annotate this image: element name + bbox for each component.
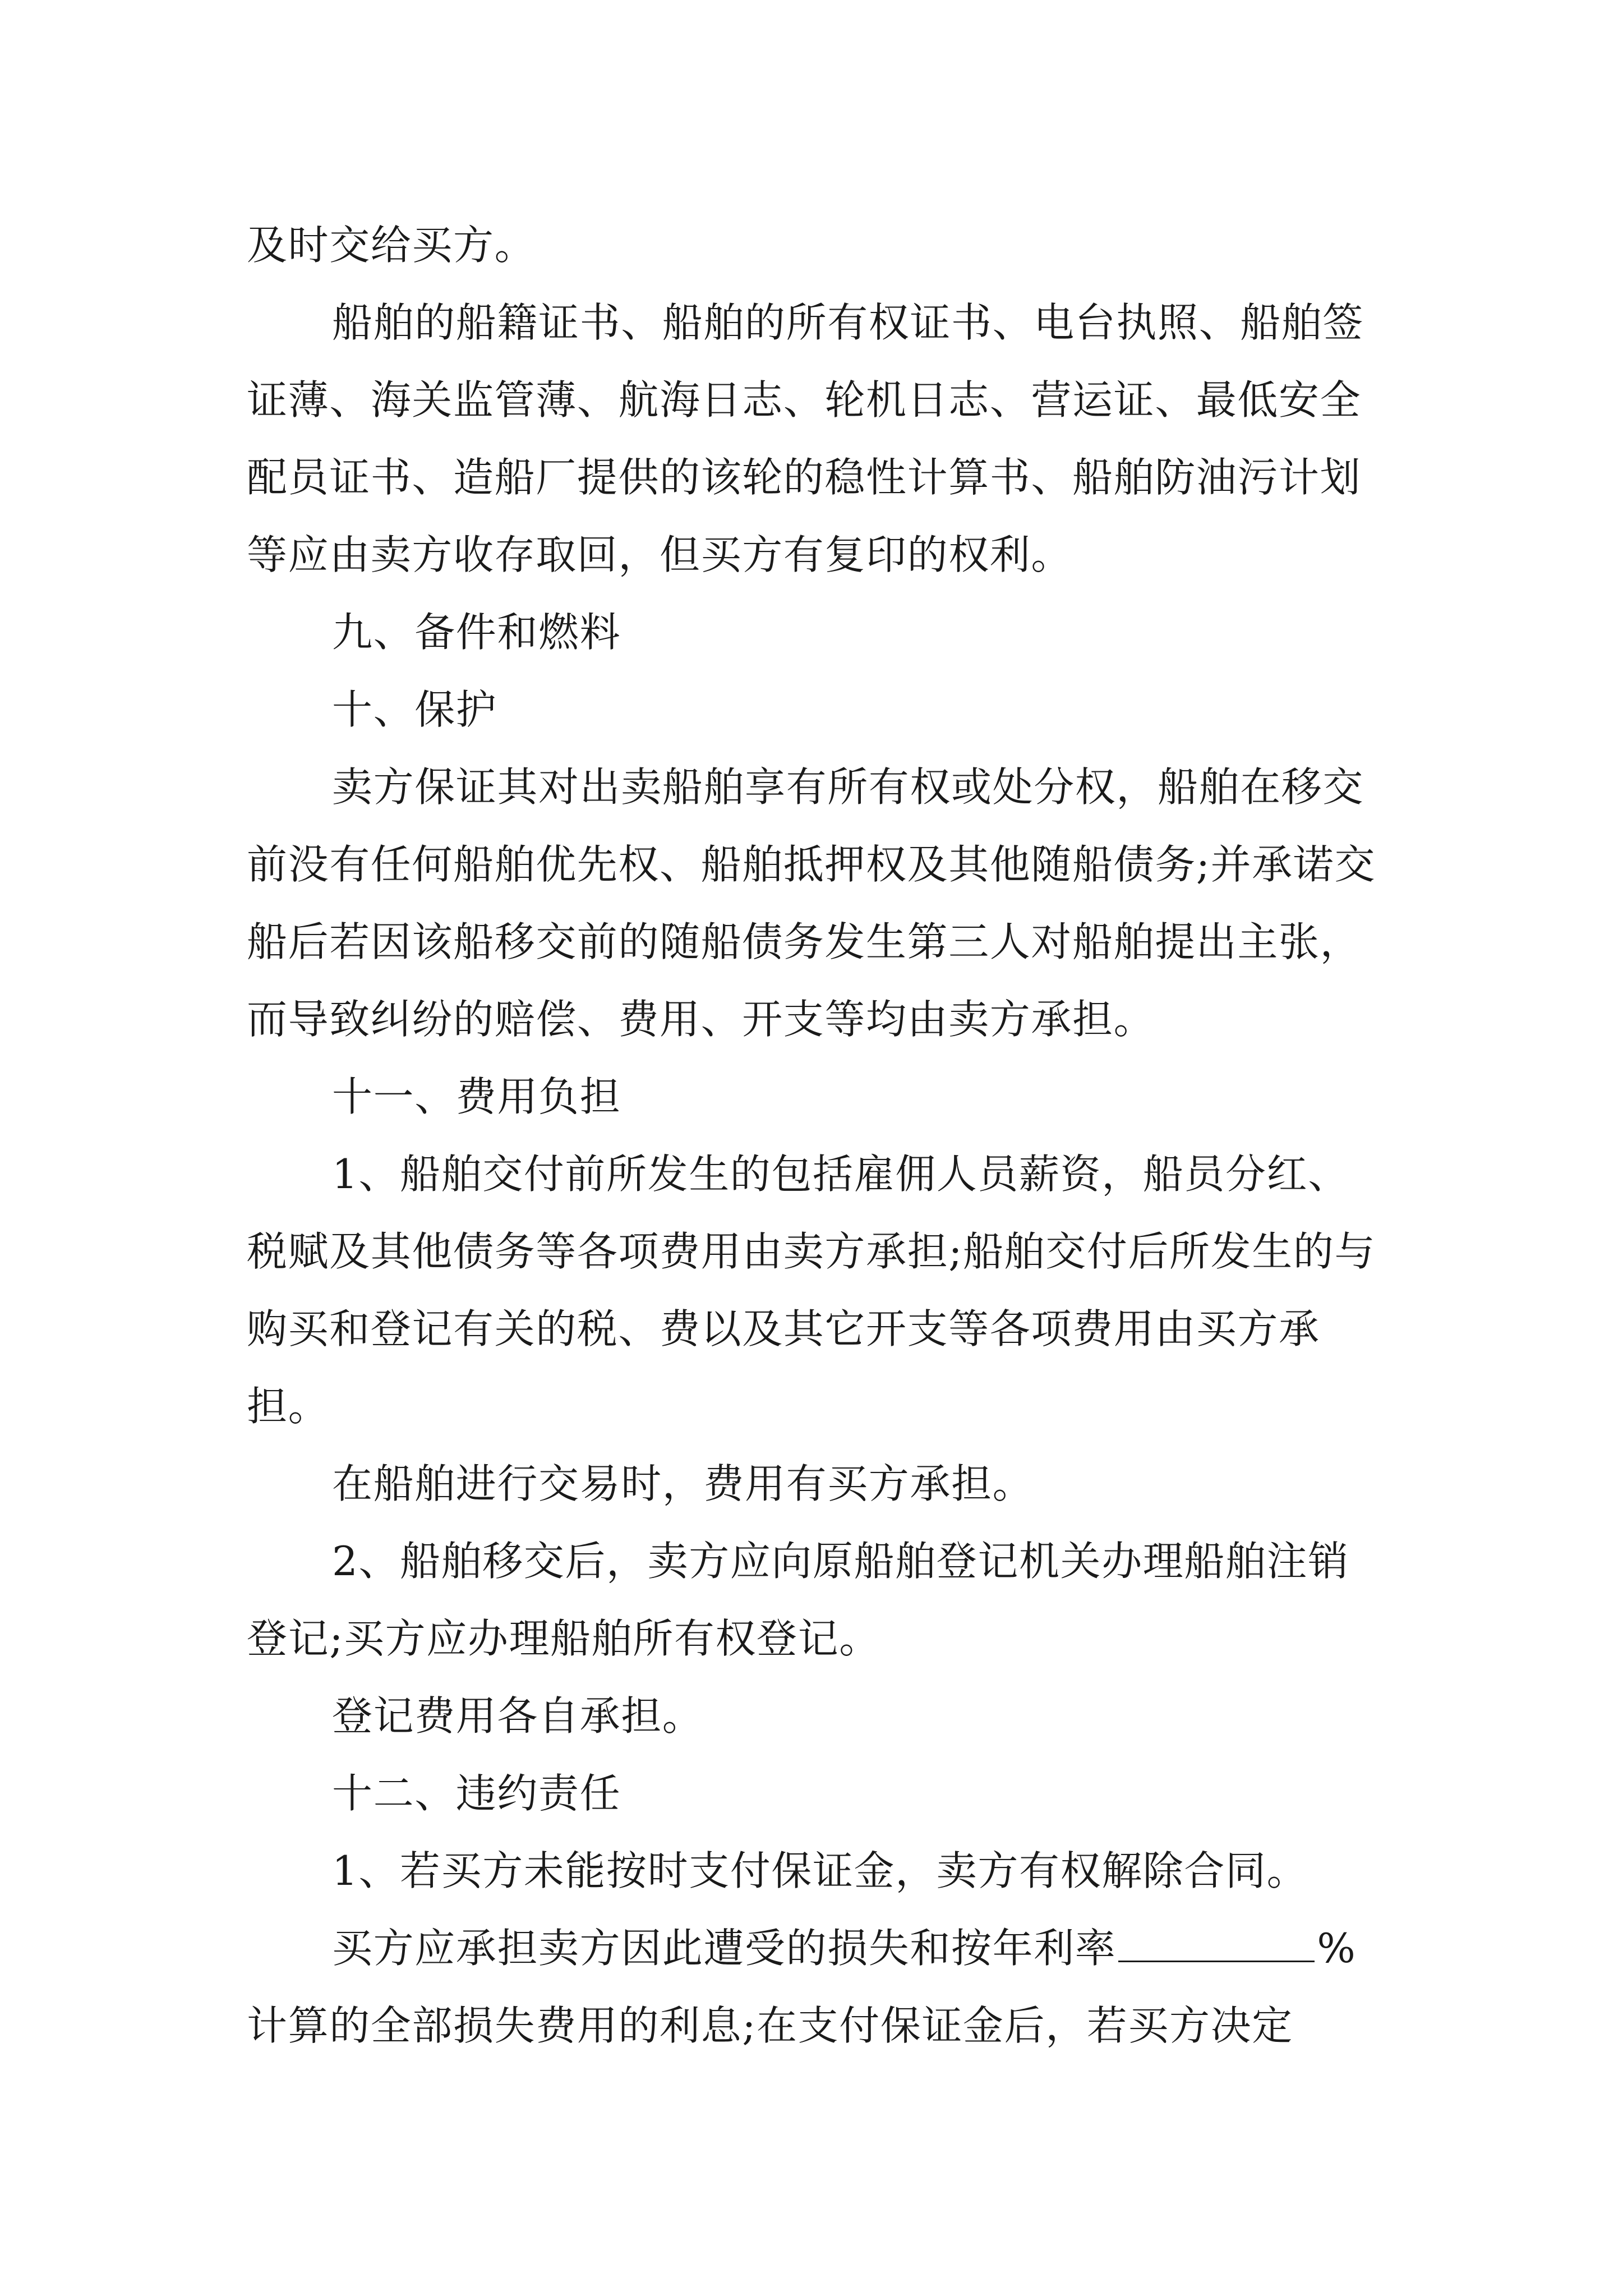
document-body [247, 206, 1383, 2064]
paragraph-ship-certificates: 船舶的船籍证书、船舶的所有权证书、电台执照、船舶签证薄、海关监管薄、航海日志、轮机日志、营运证、最低安全配员证书、造船厂提供的该轮的稳性计算书、船舶防油污计划等应由卖方收存取回，但买方有复印的权利。 [247, 299, 1364, 578]
heading-breach-liability: 十二、违约责任 [332, 1770, 621, 1817]
percent-sign: % [1317, 1925, 1357, 1972]
paragraph-breach-item-1: 1、若买方未能按时支付保证金，卖方有权解除合同。 [332, 1847, 1308, 1894]
heading-protection: 十、保护 [332, 686, 497, 733]
paragraph-delivery-end: 及时交给买方。 [247, 222, 536, 269]
paragraph-registration-cost: 登记费用各自承担。 [332, 1692, 704, 1740]
paragraph-cost-item-1: 1、船舶交付前所发生的包括雇佣人员薪资，船员分红、税赋及其他债务等各项费用由卖方承担;船舶交付后所发生的与购买和登记有关的税、费以及其它开支等各项费用由买方承担。 [247, 1151, 1376, 1430]
interest-clause-text: 买方应承担卖方因此遭受的损失和按年利率 [332, 1925, 1117, 1972]
heading-spare-parts-fuel: 九、备件和燃料 [332, 609, 621, 656]
interest-clause-continuation: 计算的全部损失费用的利息;在支付保证金后，若买方决定 [247, 2002, 1293, 2049]
paragraph-cost-item-2: 2、船舶移交后，卖方应向原船舶登记机关办理船舶注销登记;买方应办理船舶所有权登记。 [247, 1538, 1349, 1662]
paragraph-seller-guarantee: 卖方保证其对出卖船舶享有所有权或处分权，船舶在移交前没有任何船舶优先权、船舶抵押权及其他随船债务;并承诺交船后若因该船移交前的随船债务发生第三人对船舶提出主张，而导致纠纷的赔偿、费用、开支等均由卖方承担。 [247, 763, 1376, 1043]
paragraph-interest-clause [247, 1910, 1383, 2064]
heading-cost-bearing: 十一、费用负担 [332, 1073, 621, 1120]
paragraph-transaction-cost: 在船舶进行交易时，费用有买方承担。 [332, 1460, 1034, 1507]
interest-rate-blank [1118, 1921, 1315, 1962]
